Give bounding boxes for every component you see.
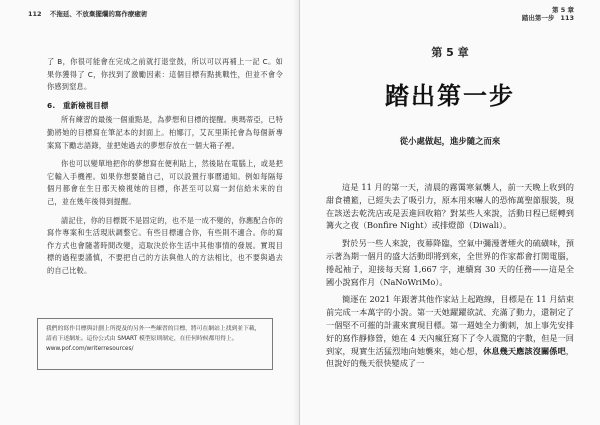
section-heading: 6. 重新檢視目標 <box>47 100 109 110</box>
paragraph: 這是 11 月的第一天，清晨的霧霭寒氣襲人，前一天晚上收到的甜食禮籃，已經失去了吸引力，原本用來嚇人的恐怖萬聖節服裝，現在該送去乾洗店或是丟進回收箱？對某些人來說，活動日程已經轉到篝火之夜（Bonfire Night）或排燈節（Diwali）。 <box>326 182 574 231</box>
left-page-number: 112 <box>28 10 42 18</box>
right-running-chapter: 第 5 章 <box>551 6 574 14</box>
paragraph-text: 簡逐在 2021 年跟著其他作家站上起跑線，目標是在 11 月結束前完成一本萬字的小說。第一天她躍躍欲試、充滿了動力，還制定了一個堅不可摧的計畫來實現目標。第一週她全力衝刺，加上事先安排好的寫作靜修營，她在 4 天內瘋狂寫下了令人震驚的字數，但是一回到家，現實生活猛烈地向她襲來，她心想， <box>326 294 574 356</box>
left-running-header <box>28 9 147 18</box>
resource-note-text: 我們的寫作目標與計劃上所提及的另外一些練習的目標，將可在網站上找到並下載，請看下述網址。這份公式由 SMART 模型原則制定，在任何時候都用得上。 www.pof.com/writerresources/ <box>46 326 261 352</box>
paragraph: 了 B，你很可能會在完成之前就打退堂鼓，所以可以再補上一記 C。如果你獲得了 C，你找到了激勵因素：這個目標有點挑戰性，但並不會令你感到窒息。 <box>47 57 283 92</box>
chapter-number: 第 5 章 <box>431 46 469 59</box>
chapter-section-heading: 從小處做起，進步隨之而來 <box>399 136 501 146</box>
paragraph: 你也可以變單地把你的夢想寫在便利貼上，然後貼在電腦上，或是把它輸入手機裡。如果你想要隨自己，可以設置行事曆通知。例如每隔每個月都會在生日那天檢視她的目標，你甚至可以寫一封信給未來的自己，並在幾年後得到提醒。 <box>47 159 283 206</box>
left-running-title: 不拖延、不放棄擺爛的寫作療癒術 <box>49 10 148 18</box>
paragraph: 所有練習的最後一個重點是，為夢想和目標的提醒。奧瑪蒂亞，已特勤將她的目標寫在筆記本的封面上。柏娜汀，艾瓦里斯托會為每個新專案寫下勵志語錄，並把她過去的夢想存放在一個大箱子裡。 <box>47 115 283 150</box>
paragraph: 對於另一些人來說，夜幕降臨，空氣中彌漫著煙火的硫磺味，預示著為期一個月的盛大活動即將到來，全世界的作家都會打開電腦，捲起袖子，迎接每天寫 1,667 字，連續寫 30 天的任務——這是全國小說寫作月（NaNoWriMo）。 <box>326 238 574 287</box>
paragraph-tail: ，但說好的幾天很快變成了一 <box>326 345 574 369</box>
right-page-number: 113 <box>560 14 574 22</box>
resource-note-box <box>37 318 273 370</box>
chapter-title: 踏出第一步 <box>385 81 515 110</box>
right-body-text <box>326 181 574 375</box>
right-running-title: 踏出第一步 <box>521 14 555 22</box>
emphasis-text: 休息幾天應該沒關係吧 <box>483 345 566 356</box>
paragraph: 請記住，你的目標既不是固定的，也不是一成不變的，你應配合你的寫作專案和生活現狀調整它。有些目標適合你，有些則不適合。你的寫作方式也會隨著時間改變，這取決於你生活中其他事情的發展。實現目標的過程要謹慎，不要把自己的方法與他人的方法相比，也不要與過去的自己比較。 <box>47 215 283 275</box>
right-running-header <box>522 6 574 22</box>
paragraph <box>326 293 574 370</box>
left-body-text <box>47 56 283 284</box>
